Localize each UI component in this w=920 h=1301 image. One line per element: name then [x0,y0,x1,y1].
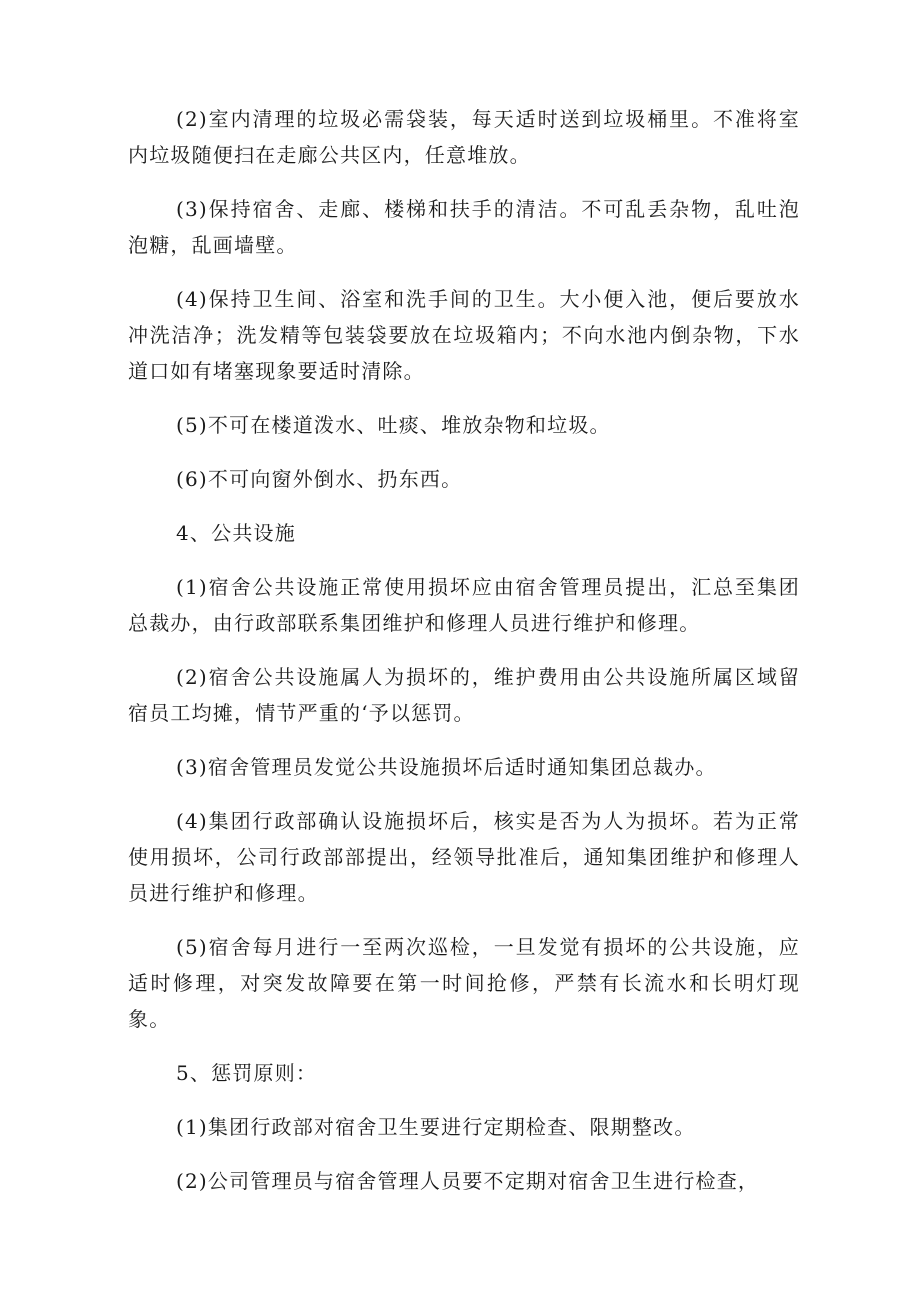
paragraph-facilities-1: (1)宿舍公共设施正常使用损坏应由宿舍管理员提出，汇总至集团总裁办，由行政部联系集团维护和修理人员进行维护和修理。 [128,575,800,635]
paragraph-penalty-1: (1)集团行政部对宿舍卫生要进行定期检查、限期整改。 [176,1115,696,1139]
paragraph-hygiene-5: (5)不可在楼道泼水、吐痰、堆放杂物和垃圾。 [176,413,611,437]
paragraph-facilities-5: (5)宿舍每月进行一至两次巡检，一旦发觉有损坏的公共设施，应适时修理，对突发故障要在第一时间抢修，严禁有长流水和长明灯现象。 [128,935,800,1031]
paragraph-facilities-2: (2)宿舍公共设施属人为损坏的，维护费用由公共设施所属区域留宿员工均摊，情节严重的‘予以惩罚。 [128,665,800,725]
paragraph-facilities-4: (4)集团行政部确认设施损坏后，核实是否为人为损坏。若为正常使用损坏，公司行政部部提出，经领导批准后，通知集团维护和修理人员进行维护和修理。 [128,809,800,905]
paragraph-facilities-3: (3)宿舍管理员发觉公共设施损坏后适时通知集团总裁办。 [176,755,717,779]
paragraph-hygiene-4: (4)保持卫生间、浴室和洗手间的卫生。大小便入池，便后要放水冲洗洁净；洗发精等包装袋要放在垃圾箱内；不向水池内倒杂物，下水道口如有堵塞现象要适时清除。 [128,287,800,383]
paragraph-hygiene-6: (6)不可向窗外倒水、扔东西。 [176,467,463,491]
section-heading-public-facilities: 4、公共设施 [176,521,296,545]
paragraph-hygiene-3: (3)保持宿舍、走廊、楼梯和扶手的清洁。不可乱丢杂物，乱吐泡泡糖，乱画墙壁。 [128,197,800,257]
paragraph-penalty-2: (2)公司管理员与宿舍管理人员要不定期对宿舍卫生进行检查， [176,1169,760,1193]
paragraph-hygiene-2: (2)室内清理的垃圾必需袋装，每天适时送到垃圾桶里。不准将室内垃圾随便扫在走廊公共区内，任意堆放。 [128,107,800,167]
section-heading-penalty-principles: 5、惩罚原则： [176,1061,318,1085]
